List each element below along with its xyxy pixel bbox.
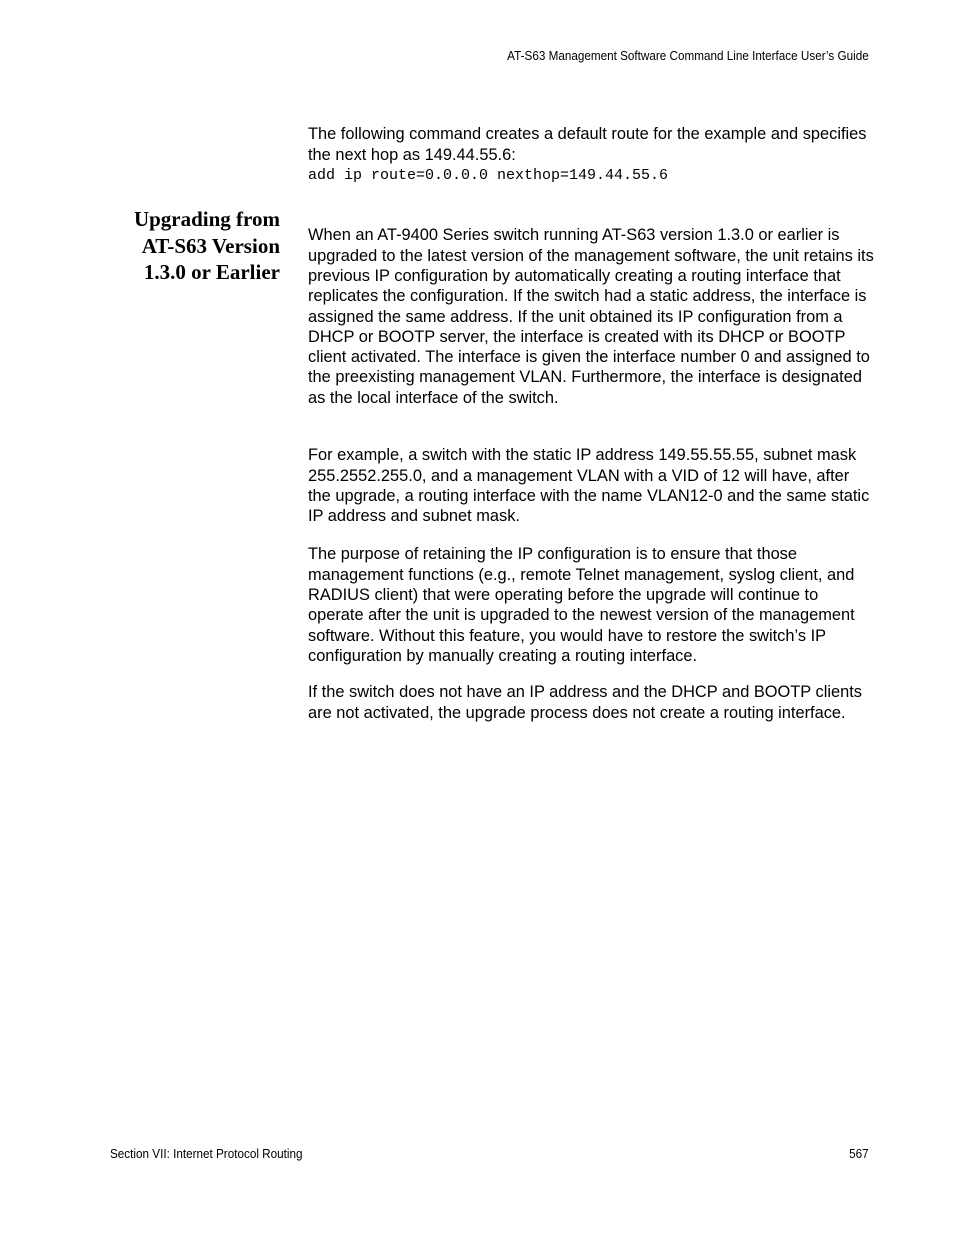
intro-paragraph: The following command creates a default route for the example and specifies the next hop as 149.44.55.6: — [308, 125, 867, 164]
section-heading-line-1: Upgrading from — [133, 207, 280, 231]
section-heading-line-3: 1.3.0 or Earlier — [143, 260, 280, 284]
footer-page-number: 567 — [849, 1146, 869, 1161]
command-example: add ip route=0.0.0.0 nexthop=149.44.55.6 — [308, 167, 669, 184]
footer-section-label: Section VII: Internet Protocol Routing — [110, 1146, 303, 1161]
section-heading — [80, 206, 280, 286]
body-paragraph-upgrade-behavior: When an AT-9400 Series switch running AT-S63 version 1.3.0 or earlier is upgraded to the latest version of the management software, the unit retains its previous IP configuration by automatically creating a routing interface that replicates the configuration. If the switch had a static address, the interface is assigned the same address. If the unit obtained its IP configuration from a DHCP or BOOTP server, the interface is created with its DHCP or BOOTP client activated. The interface is given the interface number 0 and assigned to the preexisting management VLAN. Furthermore, the interface is designated as the local interface of the switch. — [308, 226, 874, 407]
section-heading-line-2: AT-S63 Version — [141, 233, 280, 258]
running-header: AT-S63 Management Software Command Line Interface User’s Guide — [507, 48, 869, 63]
body-paragraph-example: For example, a switch with the static IP address 149.55.55.55, subnet mask 255.2552.255.0, and a management VLAN with a VID of 12 will have, after the upgrade, a routing interface with the name VLAN12-0 and the same static IP address and subnet mask. — [308, 446, 870, 526]
body-paragraph-no-ip: If the switch does not have an IP address and the DHCP and BOOTP clients are not activated, the upgrade process does not create a routing interface. — [308, 683, 862, 722]
body-paragraph-purpose: The purpose of retaining the IP configuration is to ensure that those management functions (e.g., remote Telnet management, syslog client, and RADIUS client) that were operating before the upgrade will continue to operate after the unit is upgraded to the newest version of the management software. Without this feature, you would have to restore the switch’s IP configuration by manually creating a routing interface. — [308, 545, 855, 665]
